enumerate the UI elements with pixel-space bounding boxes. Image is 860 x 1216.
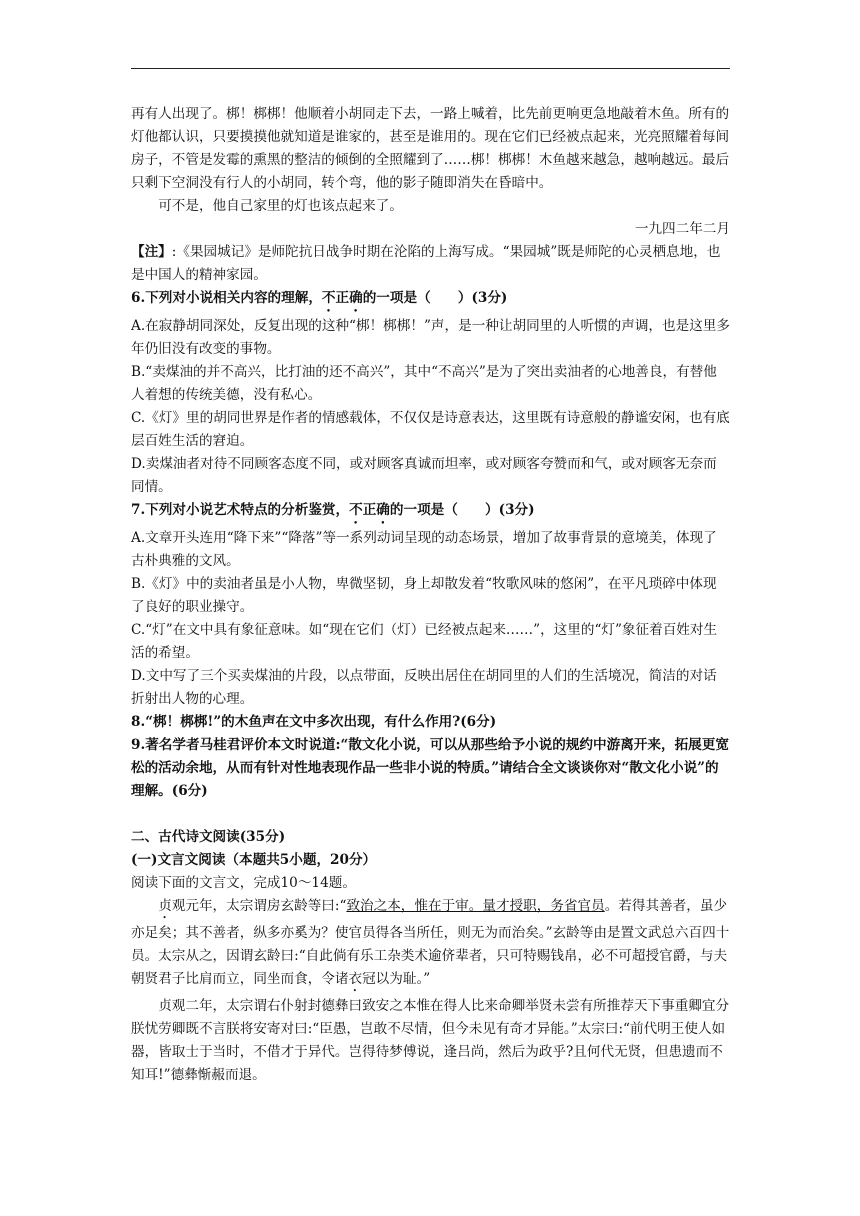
option-7d: D.文中写了三个买卖煤油的片段，以点带面，反映出居住在胡同里的人们的生活境况，简洁的对话折射出人物的心理。: [131, 668, 717, 707]
note-text: :《果园城记》是师陀抗日战争时期在沦陷的上海写成。“果园城”既是师陀的心灵栖息地，也是中国人的精神家园。: [131, 244, 721, 283]
subsection-title: (一)文言文阅读（本题共5小题，20分）: [131, 852, 377, 868]
header-rule: [131, 68, 730, 69]
question-9: 9.著名学者马桂君评价本文时说道:“散文化小说，可以从那些给予小说的规约中游离开来，拓展更宽松的活动余地，从而有针对性地表现作品一些非小说的特质。”请结合全文谈谈你对“散文化小说”的理解。(6分): [131, 737, 729, 799]
story-paragraph: 可不是，他自己家里的灯也该点起来了。: [158, 198, 403, 214]
classical-paragraph: 贞观元年，太宗谓房玄龄等曰:“致治之本，惟在于审。量才授职，务省官员。若得其善者，虽少亦足矣；其不善者，纵多亦奚为？使官员得各当所任，则无为而治矣。”玄龄等由是置文武总六百四十员。太宗从之，因谓玄龄曰:“自此倘有乐工杂类术逾侪辈者，只可特赐钱帛，必不可超授官爵，与夫朝贤君子比肩而立，同坐而食，令诸衣冠以为耻。”: [131, 898, 730, 987]
option-6c: C.《灯》里的胡同世界是作者的情感载体，不仅仅是诗意表达，这里既有诗意般的静谧安闲，也有底层百姓生活的窘迫。: [131, 410, 730, 449]
section-gap: [131, 803, 730, 826]
note-label: 【注】: [131, 244, 172, 260]
question-7: 7.下列对小说艺术特点的分析鉴赏，不正确的一项是（ ）(3分): [131, 502, 535, 518]
option-6b: B.“卖煤油的并不高兴，比打油的还不高兴”，其中“不高兴”是为了突出卖油者的心地善良，有替他人着想的传统美德，没有私心。: [131, 364, 717, 403]
option-7a: A.文章开头连用“降下来”“降落”等一系列动词呈现的动态场景，增加了故事背景的意境美，体现了古朴典雅的文风。: [131, 530, 717, 569]
story-paragraph: 再有人出现了。梆！梆梆！他顺着小胡同走下去，一路上喊着，比先前更响更急地敲着木鱼。所有的灯他都认识，只要摸摸他就知道是谁家的，甚至是谁用的。现在它们已经被点起来，光亮照耀着每间房子，不管是发霉的熏黑的整洁的倾倒的全照耀到了……梆！梆梆！木鱼越来越急，越响越远。最后只剩下空洞没有行人的小胡同，转个弯，他的影子随即消失在昏暗中。: [131, 106, 730, 191]
story-note: [131, 241, 730, 287]
document-body: [131, 103, 730, 1087]
question-8: 8.“梆！梆梆!”的木鱼声在文中多次出现，有什么作用?(6分): [131, 714, 497, 730]
classical-paragraph: 贞观二年，太宗谓右仆射封德彝曰致安之本惟在得人比来命卿举贤未尝有所推荐天下事重卿宜分朕忧劳卿既不言朕将安寄对曰:“臣愚，岂敢不尽情，但今未见有奇才异能。”太宗曰:“前代明王使人如器，皆取士于当时，不借才于异代。岂得待梦傅说，逢吕尚，然后为政乎?且何代无贤，但患遗而不知耳!”德彝惭赧而退。: [131, 998, 730, 1083]
option-6d: D.卖煤油者对待不同顾客态度不同，或对顾客真诚而坦率，或对顾客夸赞而和气，或对顾客无奈而同情。: [131, 456, 717, 495]
underlined-sentence: 致治之本，惟在于审。量才授职，务省官员: [346, 898, 605, 914]
option-7c: C.“灯”在文中具有象征意味。如“现在它们（灯）已经被点起来……”，这里的“灯”象征着百姓对生活的希望。: [131, 622, 718, 661]
story-date: 一九四二年二月: [634, 221, 730, 237]
question-6: 6.下列对小说相关内容的理解，不正确的一项是（ ）(3分): [131, 290, 508, 306]
option-7b: B.《灯》中的卖油者虽是小人物，卑微坚韧，身上却散发着“牧歌风味的悠闲”，在平凡琐碎中体现了良好的职业操守。: [131, 576, 717, 615]
section-title: 二、古代诗文阅读(35分): [131, 829, 286, 845]
option-6a: A.在寂静胡同深处，反复出现的这种“梆！梆梆！”声，是一种让胡同里的人听惯的声调，也是这里多年仍旧没有改变的事物。: [131, 318, 730, 357]
section-instructions: 阅读下面的文言文，完成10～14题。: [131, 875, 356, 891]
